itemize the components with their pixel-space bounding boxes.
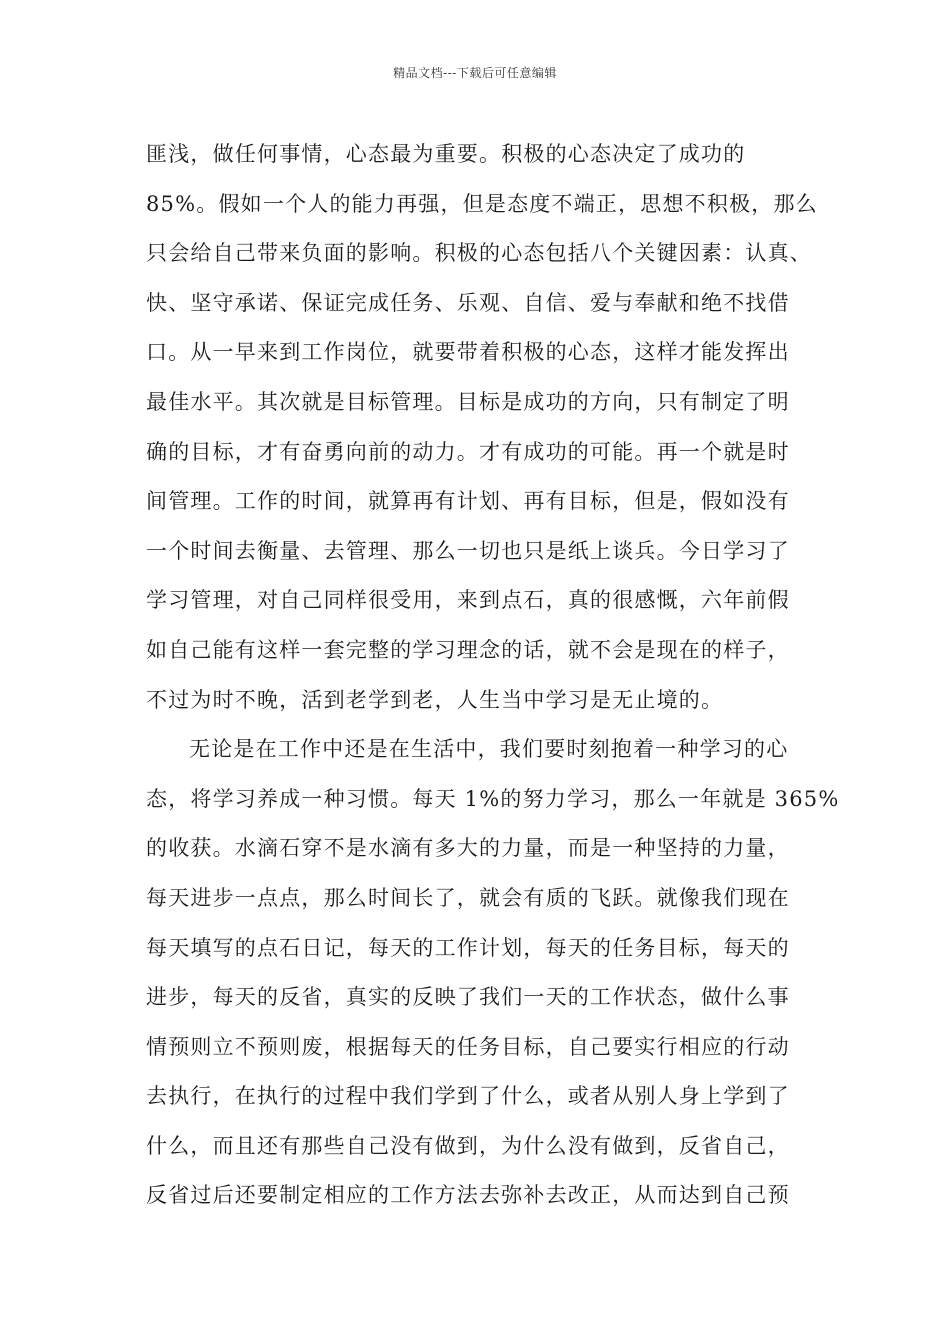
text-line: 的收获。水滴石穿不是水滴有多大的力量，而是一种坚持的力量， — [146, 836, 790, 861]
text-line: 情预则立不预则废，根据每天的任务目标，自己要实行相应的行动 — [146, 1034, 790, 1059]
text-line: 如自己能有这样一套完整的学习理念的话，就不会是现在的样子， — [146, 637, 790, 662]
text-line: 间管理。工作的时间，就算再有计划、再有目标，但是，假如没有 — [146, 489, 790, 514]
text-line: 态，将学习养成一种习惯。每天 1%的努力学习，那么一年就是 365% — [146, 786, 840, 811]
text-line: 快、坚守承诺、保证完成任务、乐观、自信、爱与奉献和绝不找借 — [146, 290, 790, 315]
text-line: 去执行，在执行的过程中我们学到了什么，或者从别人身上学到了 — [146, 1084, 790, 1109]
body-text — [146, 130, 840, 1221]
text-line: 确的目标，才有奋勇向前的动力。才有成功的可能。再一个就是时 — [146, 439, 790, 464]
text-line: 匪浅，做任何事情，心态最为重要。积极的心态决定了成功的 — [146, 142, 746, 166]
text-line: 只会给自己带来负面的影响。积极的心态包括八个关键因素：认真、 — [146, 241, 812, 266]
text-line: 每天填写的点石日记，每天的工作计划，每天的任务目标，每天的 — [146, 935, 790, 960]
text-line: 最佳水平。其次就是目标管理。目标是成功的方向，只有制定了明 — [146, 389, 790, 414]
text-line: 反省过后还要制定相应的工作方法去弥补去改正，从而达到自己预 — [146, 1183, 790, 1208]
text-line: 不过为时不晚，活到老学到老，人生当中学习是无止境的。 — [146, 687, 724, 712]
text-line: 什么，而且还有那些自己没有做到，为什么没有做到，反省自己， — [146, 1133, 790, 1158]
text-line: 口。从一早来到工作岗位，就要带着积极的心态，这样才能发挥出 — [146, 340, 790, 365]
text-line: 85%。假如一个人的能力再强，但是态度不端正，思想不积极，那么 — [146, 191, 818, 216]
text-line: 每天进步一点点，那么时间长了，就会有质的飞跃。就像我们现在 — [146, 885, 790, 910]
paragraph — [146, 725, 840, 1221]
text-line-indented: 无论是在工作中还是在生活中，我们要时刻抱着一种学习的心 — [189, 737, 789, 762]
page-header: 精品文档---下载后可任意编辑 — [393, 66, 557, 80]
text-line: 进步，每天的反省，真实的反映了我们一天的工作状态，做什么事 — [146, 985, 790, 1010]
text-line: 学习管理，对自己同样很受用，来到点石，真的很感慨，六年前假 — [146, 588, 790, 613]
paragraph — [146, 130, 820, 725]
text-line: 一个时间去衡量、去管理、那么一切也只是纸上谈兵。今日学习了 — [146, 538, 790, 563]
